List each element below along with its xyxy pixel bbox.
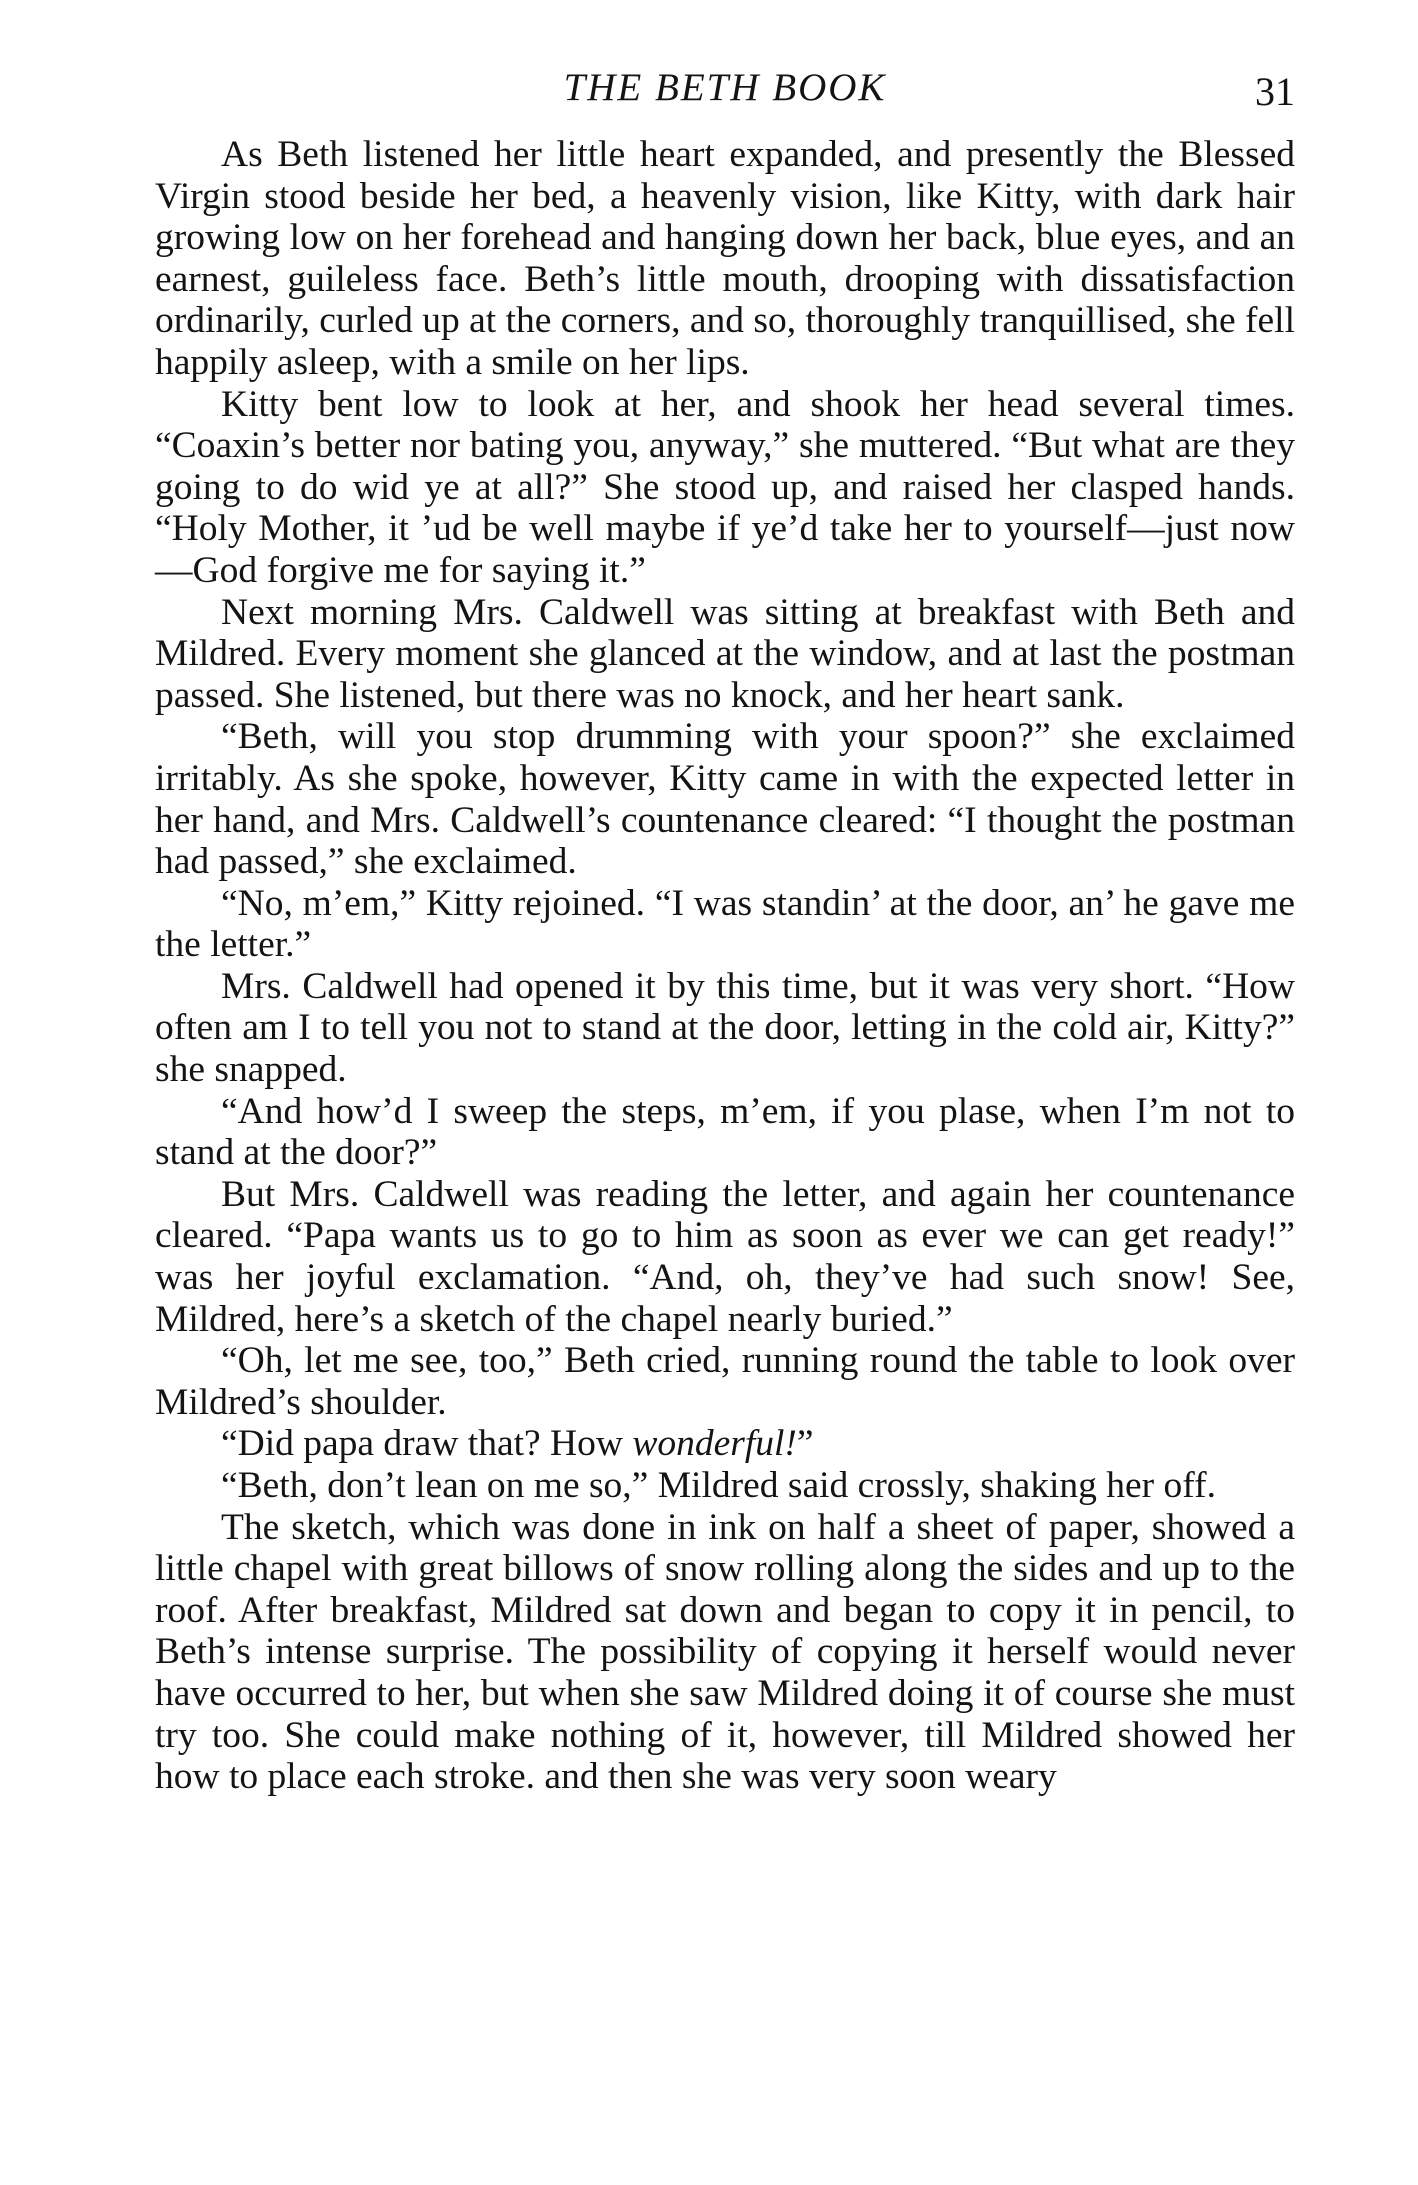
paragraph: The sketch, which was done in ink on half a sheet of paper, showed a little chapel with great billows of snow rolling along the sides and up to the roof. After breakfast, Mildred sat down and began to copy it in pencil, to Beth’s intense surprise. The possibility of copying it herself would never have occurred to her, but when she saw Mildred doing it of course she must try too. She could make nothing of it, however, till Mildred showed her how to place each stroke. and then she was very soon weary [155, 1506, 1295, 1798]
paragraph: “No, m’em,” Kitty rejoined. “I was standin’ at the door, an’ he gave me the letter.” [155, 882, 1295, 966]
running-title: THE BETH BOOK [563, 66, 887, 109]
paragraph: “Beth, don’t lean on me so,” Mildred said crossly, shaking her off. [221, 1465, 1216, 1506]
paragraph: “Beth, will you stop drumming with your spoon?” she exclaimed irritably. As she spoke, however, Kitty came in with the expected letter in her hand, and Mrs. Caldwell’s countenance cleared: “I thought the postman had passed,” she exclaimed. [155, 716, 1295, 883]
paragraph-wonderful [155, 1423, 1295, 1465]
paragraph: Mrs. Caldwell had opened it by this time, but it was very short. “How often am I to tell you not to stand at the door, letting in the cold air, Kitty?” she snapped. [155, 965, 1295, 1091]
paragraph: As Beth listened her little heart expanded, and presently the Blessed Virgin stood beside her bed, a heavenly vision, like Kitty, with dark hair growing low on her forehead and hanging down her back, blue eyes, and an earnest, guileless face. Beth’s little mouth, drooping with dissatisfaction ordinarily, curled up at the corners, and so, thoroughly tranquillised, she fell happily asleep, with a smile on her lips. [155, 134, 1295, 383]
paragraph: Next morning Mrs. Caldwell was sitting at breakfast with Beth and Mildred. Every moment she glanced at the window, and at last the postman passed. She listened, but there was no knock, and her heart sank. [155, 591, 1295, 716]
paragraph: Kitty bent low to look at her, and shook her head several times. “Coaxin’s better nor bating you, anyway,” she muttered. “But what are they going to do wid ye at all?” She stood up, and raised her clasped hands. “Holy Mother, it ’ud be well maybe if ye’d take her to yourself—just now—God forgive me for saying it.” [155, 383, 1295, 591]
page-header [155, 58, 1295, 118]
quote-close: ” [796, 1423, 814, 1465]
paragraph: But Mrs. Caldwell was reading the letter, and again her countenance cleared. “Papa wants us to go to him as soon as ever we can get ready!” was her joyful exclamation. “And, oh, they’ve had such snow! See, Mildred, here’s a sketch of the chapel nearly buried.” [155, 1173, 1295, 1340]
paragraph: “And how’d I sweep the steps, m’em, if you plase, when I’m not to stand at the door?” [155, 1090, 1295, 1174]
paragraph: “Oh, let me see, too,” Beth cried, running round the table to look over Mildred’s shoulder. [155, 1340, 1295, 1423]
quote-lead: “Did papa draw that? How [221, 1423, 633, 1465]
page-number: 31 [1255, 69, 1295, 114]
body-text [155, 134, 1295, 1798]
quote-emphasis: wonderful! [632, 1423, 797, 1465]
